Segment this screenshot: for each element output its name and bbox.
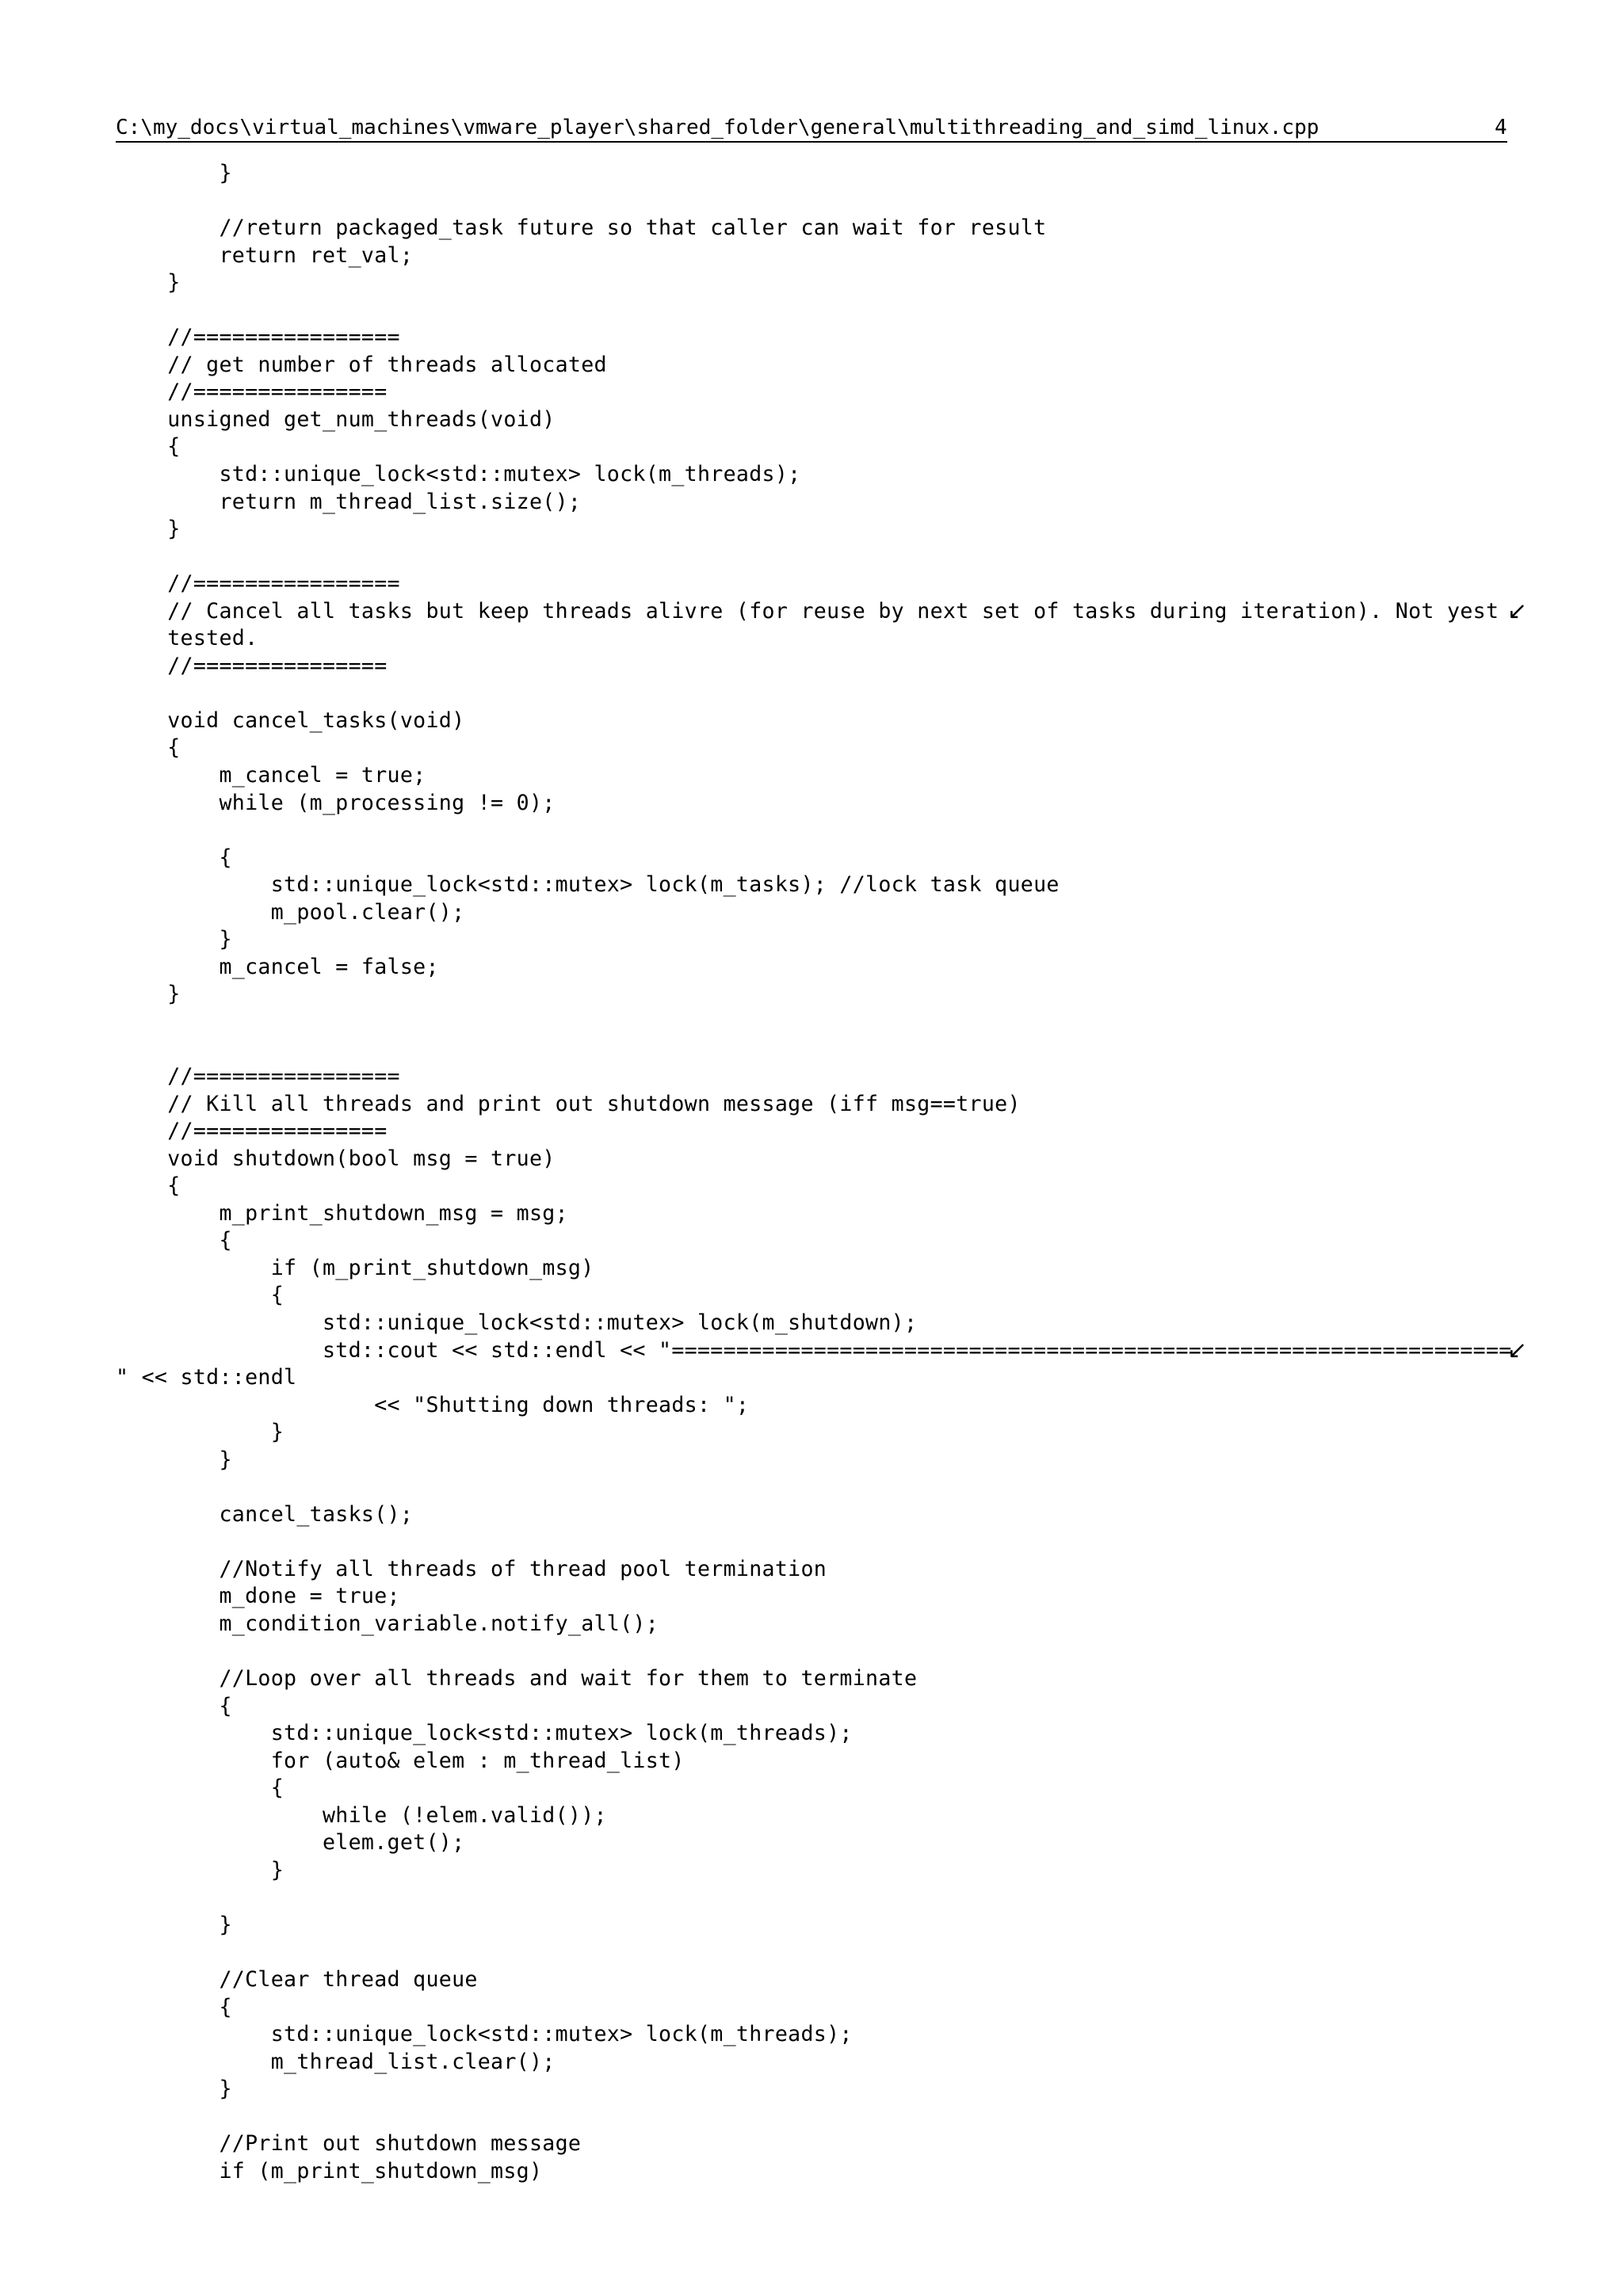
code-line-text: void cancel_tasks(void) [116,707,465,733]
code-line [116,2076,1526,2103]
code-line [116,1693,1526,1721]
code-line [116,653,1526,681]
code-line [116,433,1526,461]
code-line [116,1009,1526,1036]
code-line [116,734,1526,762]
code-line-text: for (auto& elem : m_thread_list) [116,1748,685,1773]
code-line-text: void shutdown(bool msg = true) [116,1146,556,1171]
code-line-text: } [116,2077,232,2102]
code-line-text: //Print out shutdown message [116,2131,582,2157]
code-line [116,2049,1526,2077]
code-line [116,1583,1526,1611]
code-line-text: std::unique_lock<std::mutex> lock(m_shutdown); [116,1310,918,1335]
code-line-text: //================ [116,1064,400,1089]
code-line-text: return ret_val; [116,242,414,268]
code-line-text: tested. [116,626,258,651]
code-line-text: //================ [116,325,400,350]
code-line [116,1118,1526,1146]
code-line-text: m_cancel = false; [116,954,439,979]
code-line-text: // Kill all threads and print out shutdown message (iff msg==true) [116,1091,1021,1116]
code-line [116,188,1526,215]
code-line-text: if (m_print_shutdown_msg) [116,1255,594,1280]
code-line-text: m_done = true; [116,1584,400,1609]
code-line-text: //Loop over all threads and wait for them to terminate [116,1666,918,1691]
code-line [116,1912,1526,1939]
code-line-text: std::unique_lock<std::mutex> lock(m_threads); [116,2022,853,2047]
code-line-text: std::unique_lock<std::mutex> lock(m_tasks); //lock task queue [116,872,1060,898]
code-line-text: << "Shutting down threads: "; [116,1392,750,1417]
code-line [116,1556,1526,1584]
code-line [116,1474,1526,1501]
code-line [116,1364,1526,1392]
code-line-text: } [116,517,181,542]
code-line-text: m_cancel = true; [116,763,426,788]
code-line-text: //=============== [116,1119,388,1144]
code-line [116,1447,1526,1474]
code-line [116,845,1526,872]
code-line [116,242,1526,270]
code-line [116,2021,1526,2049]
code-line [116,790,1526,818]
code-line [116,269,1526,297]
code-line-text: { [116,845,232,870]
code-line [116,1337,1526,1365]
code-line [116,160,1526,188]
code-line [116,1282,1526,1310]
code-line [116,1966,1526,1994]
code-line-text: { [116,1775,285,1801]
code-line [116,1775,1526,1802]
code-line [116,1146,1526,1173]
code-line-text: //=============== [116,653,388,678]
code-line [116,1063,1526,1091]
code-line [116,1802,1526,1830]
code-line [116,871,1526,899]
code-line-text: m_pool.clear(); [116,899,465,925]
code-line [116,461,1526,489]
code-line [116,1857,1526,1885]
line-wrap-arrow-icon: ↙ [1507,1336,1528,1364]
code-line [116,1748,1526,1775]
code-line-text: return m_thread_list.size(); [116,489,582,514]
code-line-text: } [116,1420,285,1445]
code-line [116,516,1526,543]
code-line [116,379,1526,406]
code-line [116,707,1526,735]
code-line [116,817,1526,845]
code-line-text: std::unique_lock<std::mutex> lock(m_threads); [116,1721,853,1746]
code-line-text: // get number of threads allocated [116,352,607,377]
code-line-text: cancel_tasks(); [116,1501,414,1527]
code-line [116,1200,1526,1228]
code-line-text: //Clear thread queue [116,1967,478,1993]
code-line [116,489,1526,517]
code-line-text: " << std::endl [116,1365,297,1390]
code-line [116,297,1526,325]
code-line [116,1173,1526,1200]
code-line [116,215,1526,242]
code-line-text: { [116,1283,285,1308]
code-line [116,625,1526,653]
code-line [116,1884,1526,1912]
code-line-text: // Cancel all tasks but keep threads alivre (for reuse by next set of tasks during iteration). Not yest [116,598,1499,624]
code-line [116,598,1526,626]
code-line [116,1501,1526,1529]
code-line [116,954,1526,982]
code-line-text: //================ [116,571,400,597]
code-line [116,352,1526,379]
code-listing [116,160,1526,2185]
code-line-text: unsigned get_num_threads(void) [116,406,556,432]
code-line [116,1720,1526,1748]
code-line [116,1665,1526,1693]
code-line-text: { [116,1693,232,1718]
code-line [116,1611,1526,1638]
code-line-text: //=============== [116,379,388,405]
code-line [116,680,1526,707]
code-line [116,1994,1526,2022]
code-line [116,1939,1526,1967]
code-line [116,406,1526,434]
code-line-text: while (m_processing != 0); [116,790,556,815]
file-path: C:\my_docs\virtual_machines\vmware_player\shared_folder\general\multithreading_and_simd_linux.cpp [116,116,1319,139]
page-number: 4 [1495,116,1507,139]
code-line-text: std::unique_lock<std::mutex> lock(m_threads); [116,462,801,487]
code-line [116,1310,1526,1337]
code-line-text: m_thread_list.clear(); [116,2049,556,2074]
code-line-text: } [116,161,232,185]
code-line [116,1255,1526,1283]
code-line [116,1036,1526,1064]
code-line-text: { [116,434,181,460]
code-line-text: //Notify all threads of thread pool termination [116,1556,827,1581]
code-line-text: if (m_print_shutdown_msg) [116,2158,543,2183]
code-line [116,1227,1526,1255]
code-line-text: { [116,1994,232,2019]
code-line [116,543,1526,571]
code-line [116,1638,1526,1666]
code-line [116,1392,1526,1420]
code-line-text: while (!elem.valid()); [116,1802,607,1828]
code-line [116,570,1526,598]
code-line [116,926,1526,954]
code-line-text: } [116,1913,232,1937]
code-line [116,1091,1526,1119]
code-line-text: } [116,1857,285,1882]
code-line-text: { [116,735,181,761]
code-line [116,981,1526,1009]
code-line-text: } [116,1447,232,1472]
code-line-text: { [116,1173,181,1199]
code-line [116,899,1526,927]
code-line-text: //return packaged_task future so that caller can wait for result [116,215,1047,241]
code-line [116,762,1526,790]
page-header [116,114,1507,143]
code-line [116,2130,1526,2158]
code-line-text: std::cout << std::endl << "================================================================= [116,1337,1512,1363]
code-line [116,1419,1526,1447]
code-line-text: m_condition_variable.notify_all(); [116,1611,659,1636]
code-line-text: m_print_shutdown_msg = msg; [116,1200,568,1226]
code-line-text: } [116,982,181,1007]
code-line [116,1829,1526,1857]
code-line [116,2103,1526,2131]
line-wrap-arrow-icon: ↙ [1507,597,1528,625]
code-line-text: } [116,270,181,296]
code-line [116,1528,1526,1556]
code-line [116,2158,1526,2186]
code-line [116,324,1526,352]
code-line-text: } [116,927,232,952]
code-line-text: elem.get(); [116,1830,465,1855]
code-line-text: { [116,1228,232,1253]
